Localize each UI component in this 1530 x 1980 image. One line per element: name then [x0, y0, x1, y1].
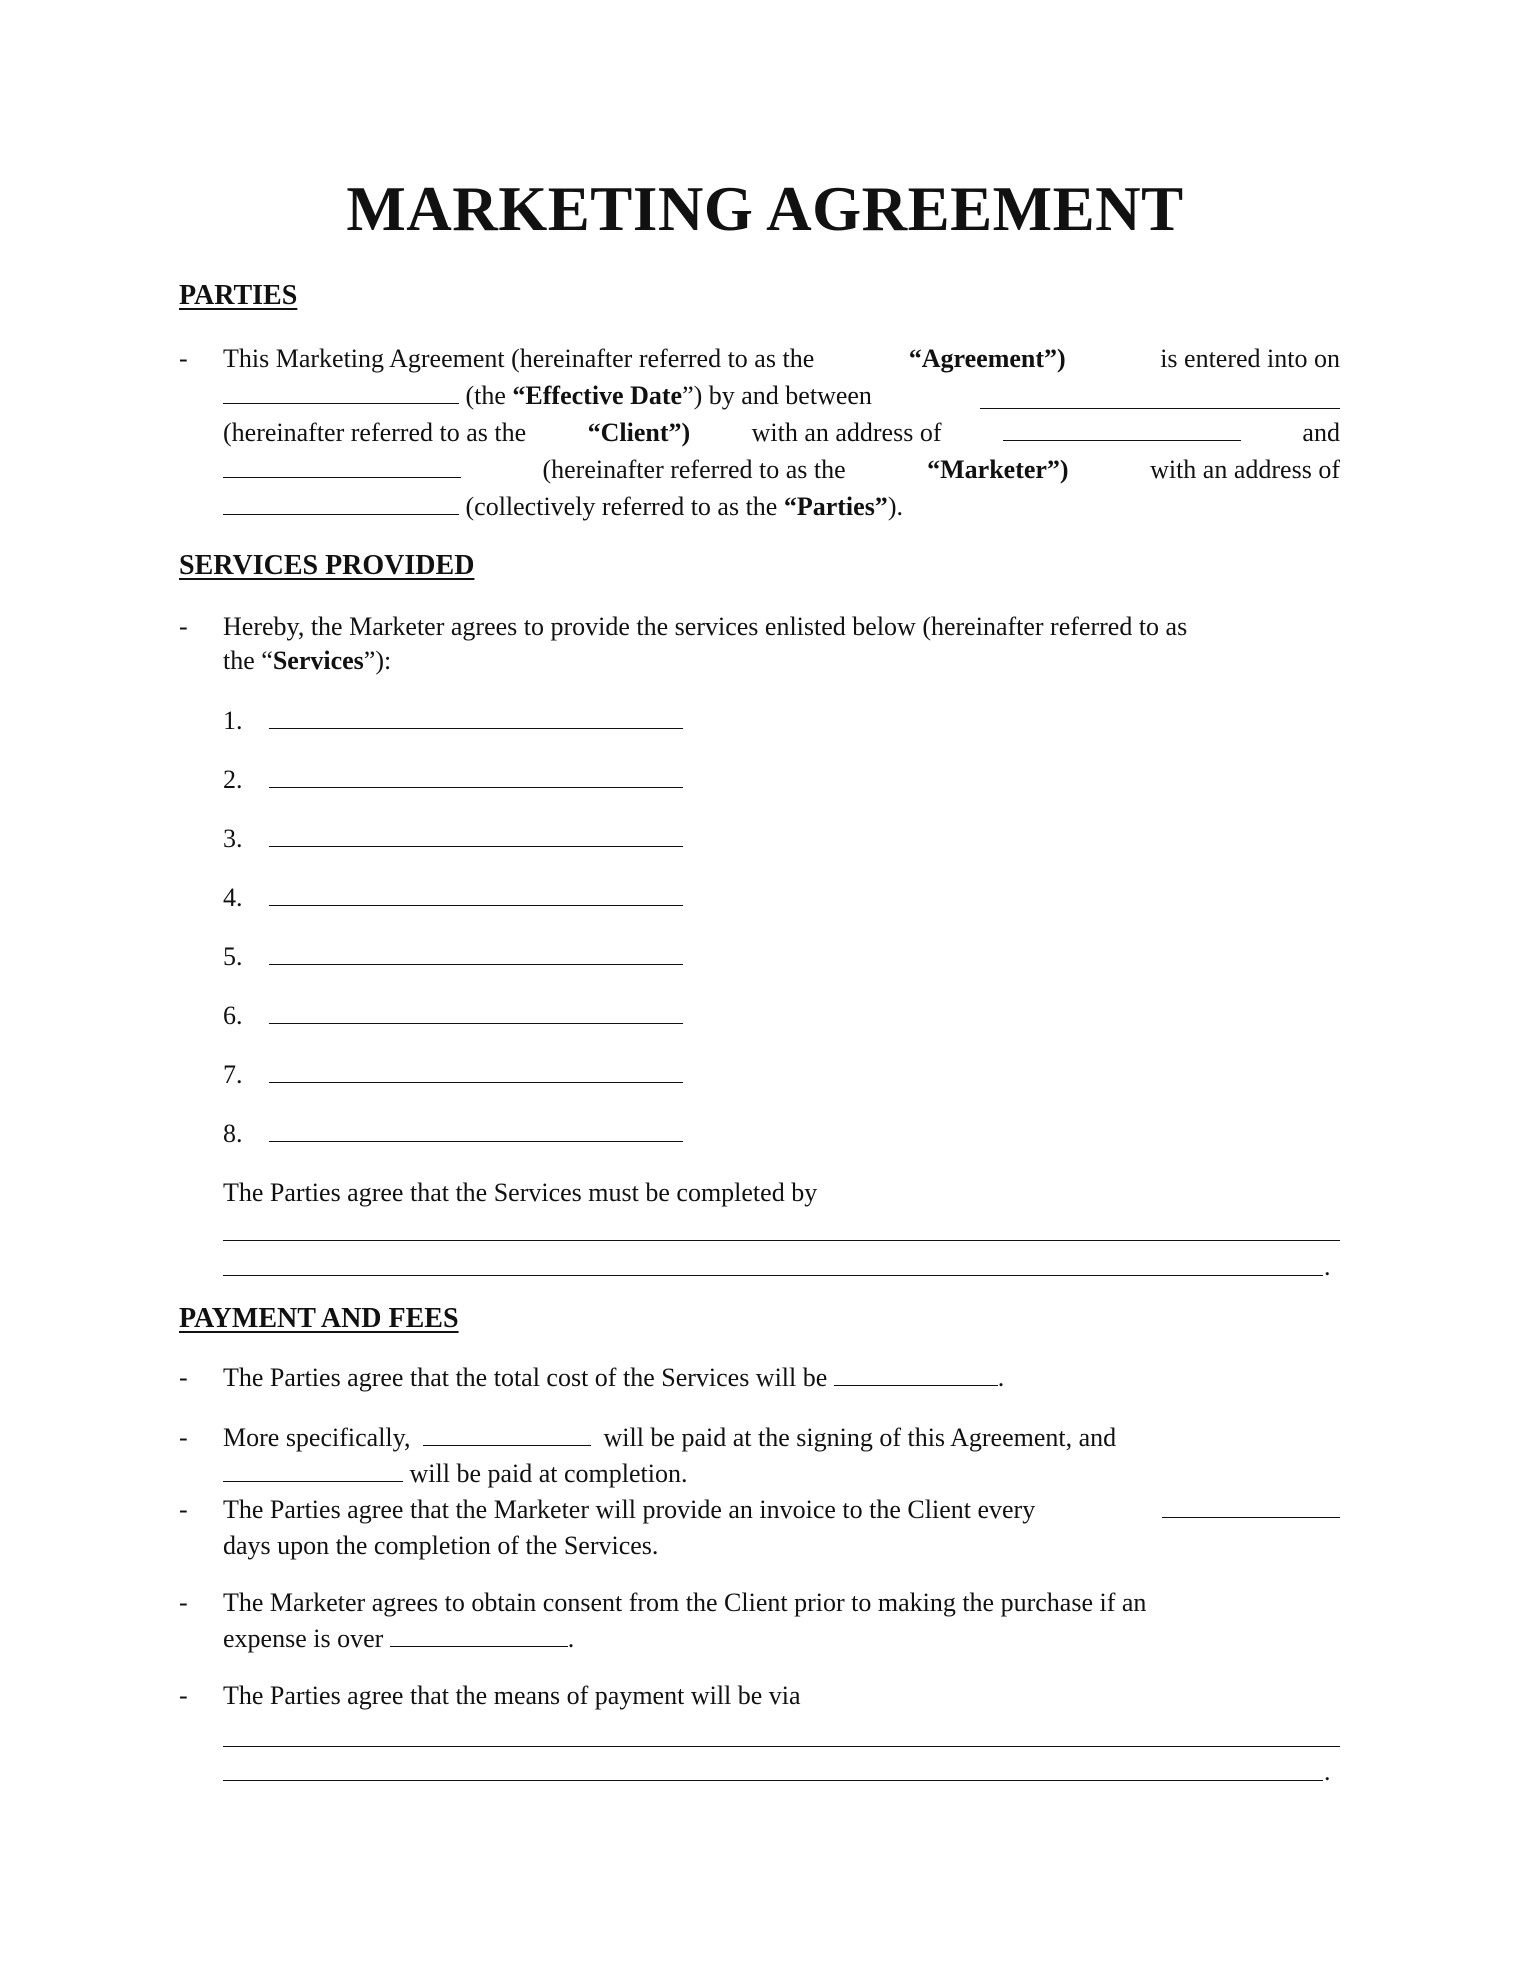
- specific-line-1: More specifically, will be paid at the signing of this Agreement, and: [223, 1423, 1117, 1452]
- effective-date-term: “Effective Date: [512, 381, 683, 410]
- expense-limit-blank[interactable]: [390, 1626, 568, 1647]
- service-item: 1.: [223, 708, 683, 734]
- means-period: .: [1324, 1757, 1331, 1786]
- payment-bullet: -: [179, 1588, 188, 1617]
- marketer-term: “Marketer”): [927, 455, 1069, 484]
- document-title: MARKETING AGREEMENT: [346, 174, 1184, 244]
- signing-amount-blank[interactable]: [423, 1425, 591, 1446]
- service-blank[interactable]: [269, 826, 683, 847]
- service-item: 4.: [223, 885, 683, 911]
- parties-text-3c: and: [1302, 418, 1340, 447]
- completion-text: The Parties agree that the Services must be completed by: [223, 1178, 818, 1207]
- means-text: The Parties agree that the means of payment will be via: [223, 1681, 801, 1710]
- parties-text-1-end: is entered into on: [1160, 344, 1340, 373]
- service-item: 2.: [223, 767, 683, 793]
- service-item: 5.: [223, 944, 683, 970]
- effective-date-blank[interactable]: [223, 383, 459, 404]
- completion-amount-blank[interactable]: [223, 1461, 403, 1482]
- payment-bullet: -: [179, 1495, 188, 1524]
- payment-bullet: -: [179, 1363, 188, 1392]
- client-name-blank[interactable]: [980, 388, 1340, 409]
- consent-line-1: The Marketer agrees to obtain consent from the Client prior to making the purchase if an: [223, 1588, 1147, 1617]
- completion-blank-1[interactable]: [223, 1240, 1340, 1241]
- service-item: 6.: [223, 1003, 683, 1029]
- parties-text-3a: (hereinafter referred to as the: [223, 418, 527, 447]
- specific-line-2: will be paid at completion.: [223, 1461, 688, 1487]
- services-bullet: -: [179, 612, 188, 641]
- parties-text-2b: ”) by and between: [682, 381, 872, 410]
- means-blank-1[interactable]: [223, 1746, 1340, 1747]
- parties-text-5a: (collectively referred to as the: [465, 492, 778, 521]
- marketer-address-blank[interactable]: [223, 494, 459, 515]
- service-blank[interactable]: [269, 885, 683, 906]
- services-heading: SERVICES PROVIDED: [179, 550, 475, 581]
- invoice-days-blank[interactable]: [1162, 1497, 1340, 1518]
- payment-heading: PAYMENT AND FEES: [179, 1303, 459, 1334]
- client-address-blank[interactable]: [1003, 420, 1241, 441]
- services-intro-2a: the “: [223, 646, 273, 675]
- parties-text-5b: ).: [887, 492, 903, 521]
- services-intro-2b: ”):: [363, 646, 392, 675]
- service-blank[interactable]: [269, 1062, 683, 1083]
- total-cost-blank[interactable]: [834, 1365, 998, 1386]
- parties-text-3b: with an address of: [751, 418, 942, 447]
- payment-bullet: -: [179, 1681, 188, 1710]
- service-item: 3.: [223, 826, 683, 852]
- parties-text-1: This Marketing Agreement (hereinafter referred to as the: [223, 344, 815, 373]
- services-intro: [223, 614, 1340, 684]
- consent-line-2: expense is over .: [223, 1624, 575, 1653]
- services-term: Services: [272, 646, 364, 675]
- total-cost-line: The Parties agree that the total cost of the Services will be .: [223, 1363, 1005, 1392]
- service-blank[interactable]: [269, 1121, 683, 1142]
- agreement-term: “Agreement”): [908, 344, 1066, 373]
- invoice-line-1: The Parties agree that the Marketer will provide an invoice to the Client every: [223, 1497, 1340, 1523]
- parties-term: “Parties”: [783, 492, 888, 521]
- service-blank[interactable]: [269, 944, 683, 965]
- client-term: “Client”): [587, 418, 691, 447]
- means-blank-2[interactable]: [223, 1780, 1323, 1781]
- completion-period: .: [1324, 1252, 1331, 1281]
- parties-bullet: -: [179, 344, 188, 373]
- service-blank[interactable]: [269, 708, 683, 729]
- service-item: 8.: [223, 1121, 683, 1147]
- service-blank[interactable]: [269, 767, 683, 788]
- services-intro-line-1: Hereby, the Marketer agrees to provide the services enlisted below (hereinafter referred to as: [223, 612, 1188, 641]
- payment-bullet: -: [179, 1423, 188, 1452]
- parties-heading: PARTIES: [179, 280, 298, 311]
- parties-text-4a: (hereinafter referred to as the: [542, 455, 846, 484]
- completion-blank-2[interactable]: [223, 1275, 1323, 1276]
- marketer-name-blank[interactable]: [223, 457, 461, 478]
- parties-text-2a: (the: [465, 381, 506, 410]
- invoice-line-2: days upon the completion of the Services.: [223, 1531, 659, 1560]
- parties-paragraph: [223, 346, 1340, 526]
- service-blank[interactable]: [269, 1003, 683, 1024]
- service-item: 7.: [223, 1062, 683, 1088]
- parties-text-4b: with an address of: [1150, 455, 1340, 484]
